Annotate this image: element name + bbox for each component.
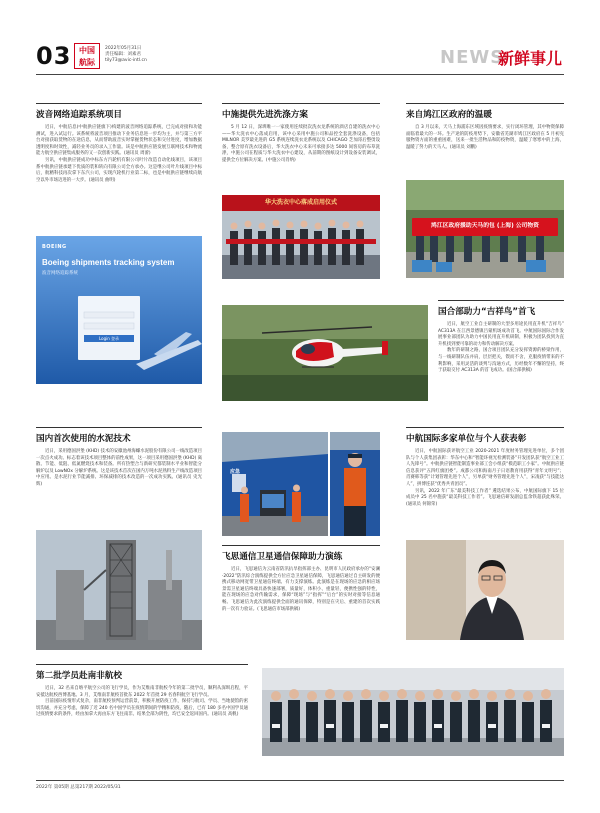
page-footer	[36, 780, 564, 790]
article-paragraph: 近日，采用德国洪堡 (KHD) 技术的安徽池州海螺水泥股份有限公司一线改造项目一次点火成功。标志着该技术项目整体的前性成果，这一项目采用德国洪堡 (KHD) 离散、节能、低阻、低氮燃烧技术和装备。所有热塑合与新研究都装制水平业和智能分解炉以及 LowNOx 分解炉系统。这是该技术首次在国内万吨水泥熟料生产线改造项目中应用。是水泥行业节能减排、环保减排的技术改造的一次成功实践。(通讯员 史光辉)	[36, 449, 202, 487]
worker-art	[330, 432, 380, 536]
tent-label: 应急	[230, 469, 241, 475]
article-paragraph: 另讯，中航供应链成功中标东方汽轮机有限公司叶片改造自动化线项目，该项目系中航供应链承建下优质的装和转向有限公司全方承办。这是继公司叶片线项目中标后，航精科技再次拿下东汽公司，实现汽轮机行业第二标，也是中航供应链继续向航空以外市场迈进的一大步。(通讯员 曲明)	[36, 157, 202, 183]
boeing-tracking-screenshot	[36, 236, 202, 384]
article-jiujiang	[406, 103, 564, 151]
section-title-cn: 新鲜事儿	[498, 49, 563, 68]
article-title: 国内首次使用的水泥技术	[36, 427, 202, 445]
footer-issue-info: 2022年 第05期 总第217期 2022/05/31	[36, 785, 121, 790]
trainee-group-photo	[262, 668, 564, 756]
article-body	[222, 125, 380, 165]
rescue-worker-photo	[330, 432, 380, 536]
article-paragraph: 近日，32 名来自喀平航空公司的飞行学员，作为艾维南非航校今年的第二批学员，顺利从深圳启程，平安抵达航校西博基地。3 月，艾维南非航校首批东 2022 年首批 29 名春科航空飞行学员。	[36, 686, 248, 698]
editor-email: tily73@avic-intl.cn	[105, 58, 147, 63]
boeing-screen-title: Boeing shipments tracking system	[42, 258, 175, 267]
boeing-brand: BOEING	[42, 244, 67, 250]
article-boeing-tracking	[36, 103, 202, 184]
publication-logo	[74, 43, 100, 69]
ceremony-art	[222, 195, 380, 279]
article-paragraph: 近日，中航信息(中航供应链旗下)构建的波音网络追踪系统，已完成对接和功能测试，进入试运行。该系统将波音项目推动下业务信息进一步均为主，并与第三方平台对接获取货物的在途信息，从而帮助波音实时掌握货物状态和交付进度，增加数据透明度和时效性，减轻业务员的录入工作量。该是中航供应链发展互联网技术和物流能力航空供应链集成服务的又一次创新实践。(通讯员 周蕾)	[36, 125, 202, 157]
article-paragraph: 近日，中航国际获评航空工业 2020-2021 年度财务管理先进单位，多个团队与个人获集团表彰：华东中心和“智能环视光检测装备”开发团队获“航空工业工人先锋号”。中航供应链智能制造事业部工会小组获“模范职工小家”。中航供应链信息获评“五四红旗团委”。成都公司和海南月子日语教育用获得“青年文明号”；肖赛韩等获“计划管理先进个人”，另单获“财务管理先进个人”，宋凌获“与技能达人”，拼博连获“优秀共青团员”。	[406, 449, 564, 487]
section-title-en: NEWS	[440, 47, 505, 68]
helicopter-art	[222, 305, 428, 401]
article-body	[36, 449, 202, 489]
article-body	[406, 125, 564, 151]
logo-line2: 航际	[79, 58, 95, 67]
flag-text: 鸠江区政府援助天马的包 (上海) 公司物资	[431, 223, 539, 229]
editor: 责任编辑：刘素君	[105, 52, 141, 57]
article-body	[222, 567, 380, 613]
group-art	[262, 668, 564, 756]
laundry-ceremony-photo	[222, 195, 380, 279]
header-divider	[36, 74, 564, 75]
article-body	[406, 449, 564, 508]
page-header	[0, 0, 600, 80]
article-paragraph: 目前国际疫情形式复杂，南非航校预判运营前景，积极开展防疫工作，保持与航司、学员、当地使馆的密切沟通，并充分考虑，保障了近 240 名中国学员在疫情期间的学精和防疫，随后，已有 180 多名中国学员通过疫情要求的条件，经由加拿大再由东方飞往南非。结果全部为阴性，均已安全返回国内。(通讯员 高帆)	[36, 699, 248, 718]
issue-date: 2022年05月31日	[105, 46, 142, 51]
article-title: 中航国际多家单位与个人获表彰	[406, 427, 564, 445]
portrait-art	[406, 540, 564, 640]
article-awards	[406, 427, 564, 508]
article-satellite	[222, 545, 380, 613]
jiujiang-donation-photo	[406, 180, 564, 278]
award-winner-portrait	[406, 540, 564, 640]
article-title: 第二批学员赴南非航校	[36, 664, 248, 682]
article-cement	[36, 427, 202, 489]
article-paragraph: 近日，飞思通信为云南省防汛抗旱指挥部主办、昆明市人民政府承办的“安澜·2022”防汛综合演练提供全方位应急卫星通信保障，飞思通信通过自主研发的便携式移动网宽带卫星通信终端、有力支撑演练。此演练是在现场的应急的相应场景需卫星通信终端具备快速部署，质量好，体积小、重量轻，便携性强的特性，能在现场的应急对传输需求，保障“现场”与“指挥”“后台”的实时对接等信息通畅。飞思通信为此次演练提供全面的通讯保障，特别是在灾后、重建的首次实践的一次有力验证。(飞思通信市场部供稿)	[222, 567, 380, 612]
article-body	[36, 686, 248, 719]
boeing-screen-subtitle: 波音网络追踪系统	[42, 271, 78, 276]
article-paragraph: 数年的研制之路，国合项目团队充分发挥资源的桥梁作用，与一线研制队伍并肩，层层把关，锲而不舍，克服疫情带来的不利影响，采用灵活的谈判与沟通方式，历经数年不懈的坚持，终于获取交付 AC313A 的首飞成功。(国合部供稿)	[438, 348, 564, 374]
helicopter-photo	[222, 305, 428, 401]
page-number: 03	[36, 42, 72, 70]
banner-text: 华大洗衣中心落成启用仪式	[264, 199, 337, 206]
article-title: 国合部助力“吉祥鸟”首飞	[438, 300, 564, 318]
article-paragraph: 另讯，2022 年广东“最美科技工作者” 遴选结果公布，中航国际旗下 15 位成员中 25 名中施获“最美科技工作者”。飞思通信研发副总监余铁超获此殊荣。(通讯员 何锦荣)	[406, 488, 564, 507]
article-south-africa	[36, 664, 248, 719]
article-paragraph: 5 月 12 日，深圳唯一一家使用连续批次洗衣龙系统的酒店自建的洗衣中心——华大洗衣中心落成启用，该中心采用中施公司和品控全套洗涤设备，包括 MILNOR 美罗最先进的 G5 系统连续洗衣龙系统以及 CHICAGO 芝加哥后整烫设备，整合原有洗衣设备后，华大洗衣中心未来可承接多达 5000 间客房的布草洗涤，中施公司在程质与华大洗衣中心建设，从前期的图纸设计到设备安装调试，提供全方位解决方案。(中施公司肖纳)	[222, 125, 380, 163]
article-paragraph: 自 3 月以来，天马上海浦东区域因疫情要求，实行闭环管理，其中物资保障面临着最大的一环。生产途的防疫用势下，安徽省芜湖市鸠江区政府在 5 月初克服物资方面的重重困难，送来一批生活物品和防疫物资，温暖了寒寒中的上海，温暖了努力的天马人。(通讯员 刘鹏)	[406, 125, 564, 150]
logo-line1: 中国	[79, 46, 95, 55]
issue-meta	[105, 46, 147, 64]
tent-art	[222, 432, 328, 536]
article-title: 来自鸠江区政府的温暖	[406, 103, 564, 121]
login-button: Login 登录	[98, 336, 120, 341]
emergency-tent-photo	[222, 432, 328, 536]
article-helicopter	[438, 300, 564, 375]
cement-plant-photo	[36, 530, 202, 650]
article-paragraph: 近日，航空工业自主研制的大型多用途民用直升机“吉祥鸟” AC313A 在江西景德镇吕蒙机场成功首飞。中航国际国际合作发展事业部团队为助力中国民用直升机研制，积极为团队找到为直升机找到要可靠的动力和传动解决方案。	[438, 322, 564, 347]
article-title: 中施提供先进洗涤方案	[222, 103, 380, 121]
article-title: 飞思通信卫星通信保障助力演练	[222, 545, 380, 563]
plant-art	[36, 530, 202, 650]
footer-divider	[36, 780, 564, 781]
article-laundry	[222, 103, 380, 165]
article-body	[36, 125, 202, 184]
article-title: 波音网络追踪系统项目	[36, 103, 202, 121]
article-body	[438, 322, 564, 375]
